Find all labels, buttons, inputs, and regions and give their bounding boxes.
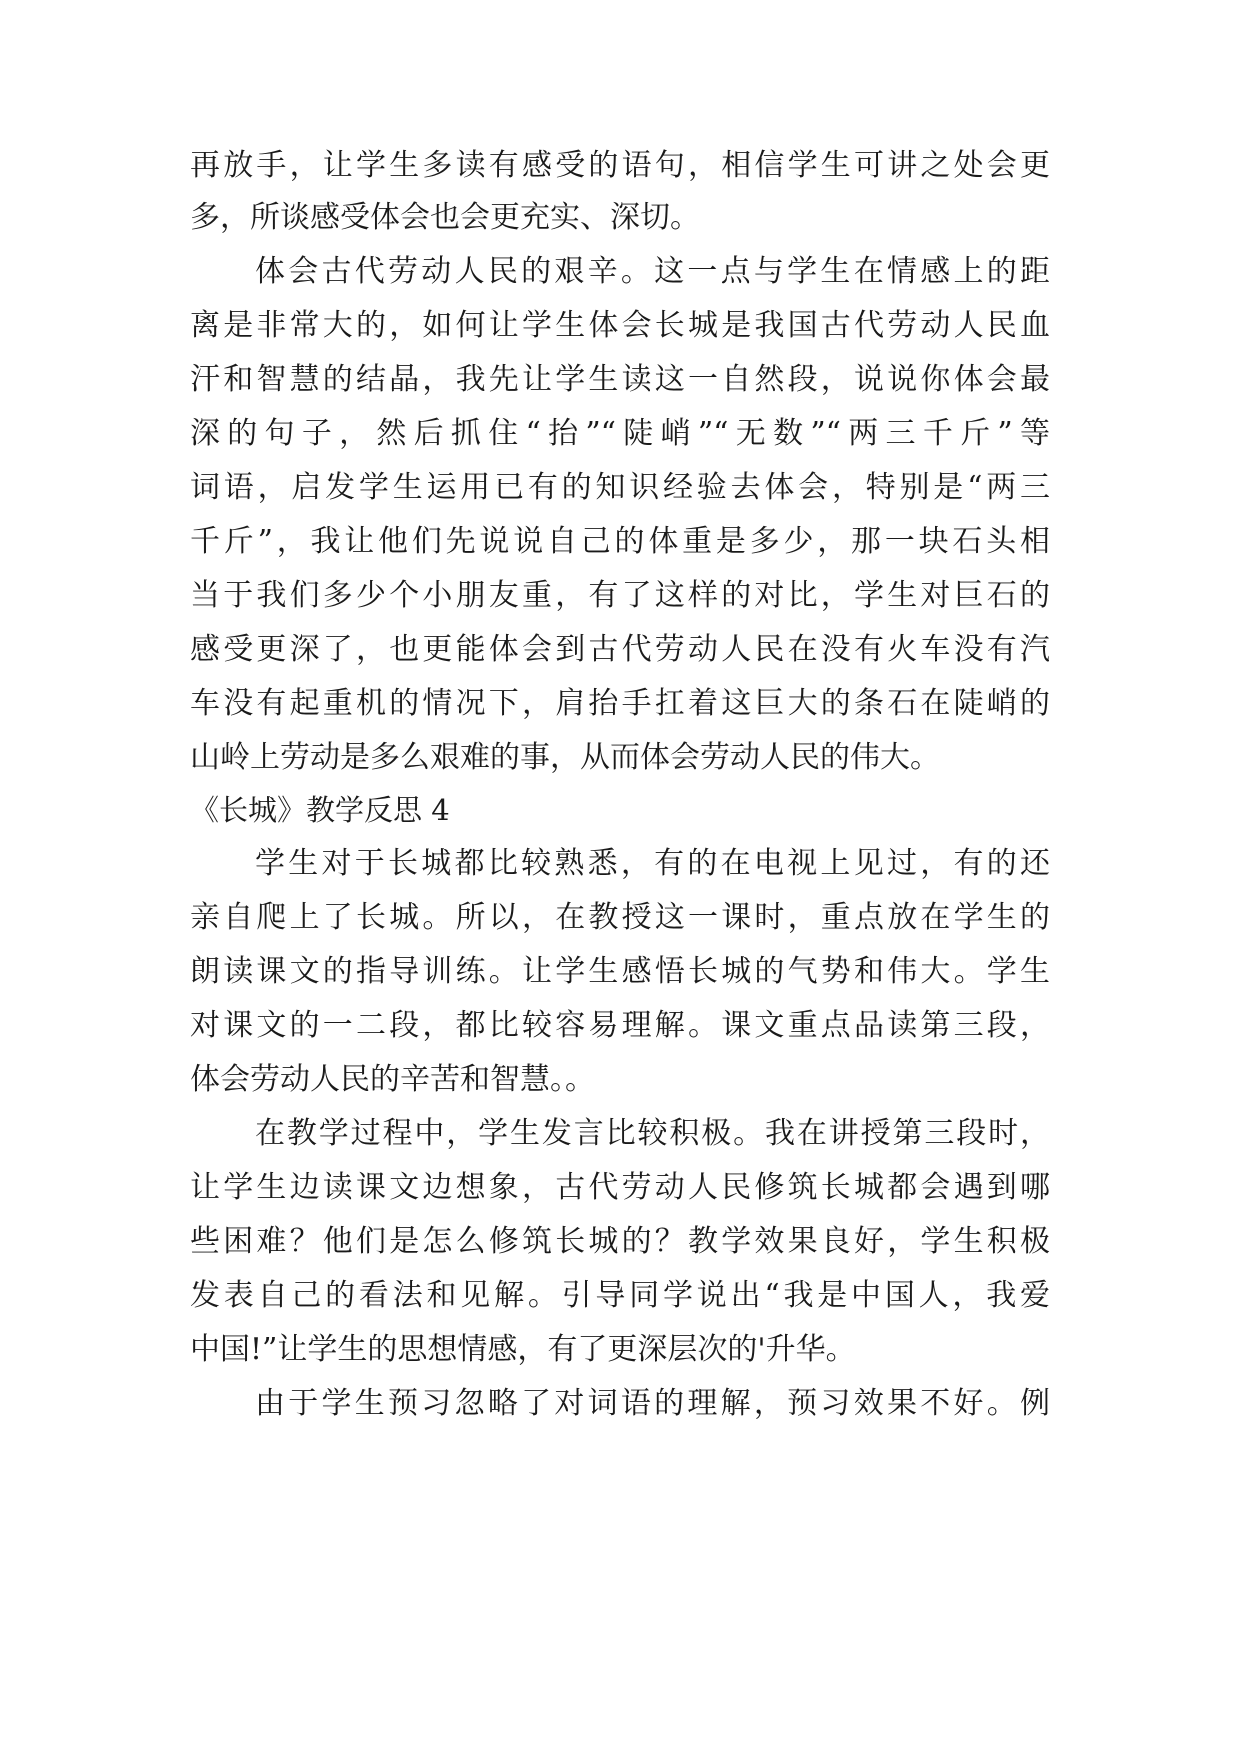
paragraph-line: 些困难？他们是怎么修筑长城的？教学效果良好，学生积极 <box>190 1224 1050 1259</box>
paragraph-line: 离是非常大的，如何让学生体会长城是我国古代劳动人民血 <box>190 308 1050 343</box>
paragraph-line: 朗读课文的指导训练。让学生感悟长城的气势和伟大。学生 <box>190 954 1050 989</box>
paragraph-line: 由于学生预习忽略了对词语的理解，预习效果不好。例 <box>255 1386 1050 1421</box>
paragraph-line: 体会古代劳动人民的艰辛。这一点与学生在情感上的距 <box>255 254 1050 289</box>
paragraph-line: 词语，启发学生运用已有的知识经验去体会，特别是“两三 <box>190 470 1050 505</box>
paragraph-line: 体会劳动人民的辛苦和智慧。。 <box>190 1062 595 1097</box>
paragraph-line: 亲自爬上了长城。所以，在教授这一课时，重点放在学生的 <box>190 900 1050 935</box>
paragraph-line: 发表自己的看法和见解。引导同学说出“我是中国人，我爱 <box>190 1278 1050 1313</box>
paragraph-line: 山岭上劳动是多么艰难的事，从而体会劳动人民的伟大。 <box>190 740 940 775</box>
paragraph-line: 学生对于长城都比较熟悉，有的在电视上见过，有的还 <box>255 846 1050 881</box>
paragraph-line: 多，所谈感受体会也会更充实、深切。 <box>190 200 700 235</box>
section-heading: 《长城》教学反思 4 <box>190 793 450 827</box>
paragraph-line: 深的句子，然后抓住“抬”“陡峭”“无数”“两三千斤”等 <box>190 416 1050 451</box>
paragraph-line: 让学生边读课文边想象，古代劳动人民修筑长城都会遇到哪 <box>190 1170 1050 1205</box>
paragraph-line: 在教学过程中，学生发言比较积极。我在讲授第三段时， <box>255 1116 1050 1151</box>
paragraph-line: 再放手，让学生多读有感受的语句，相信学生可讲之处会更 <box>190 148 1050 183</box>
paragraph-line: 汗和智慧的结晶，我先让学生读这一自然段，说说你体会最 <box>190 362 1050 397</box>
paragraph-line: 车没有起重机的情况下，肩抬手扛着这巨大的条石在陡峭的 <box>190 686 1050 721</box>
paragraph-line: 对课文的一二段，都比较容易理解。课文重点品读第三段， <box>190 1008 1050 1043</box>
paragraph-line: 中国!”让学生的思想情感，有了更深层次的'升华。 <box>190 1332 856 1367</box>
paragraph-line: 千斤”，我让他们先说说自己的体重是多少，那一块石头相 <box>190 524 1050 559</box>
paragraph-line: 感受更深了，也更能体会到古代劳动人民在没有火车没有汽 <box>190 632 1050 667</box>
paragraph-line: 当于我们多少个小朋友重，有了这样的对比，学生对巨石的 <box>190 578 1050 613</box>
